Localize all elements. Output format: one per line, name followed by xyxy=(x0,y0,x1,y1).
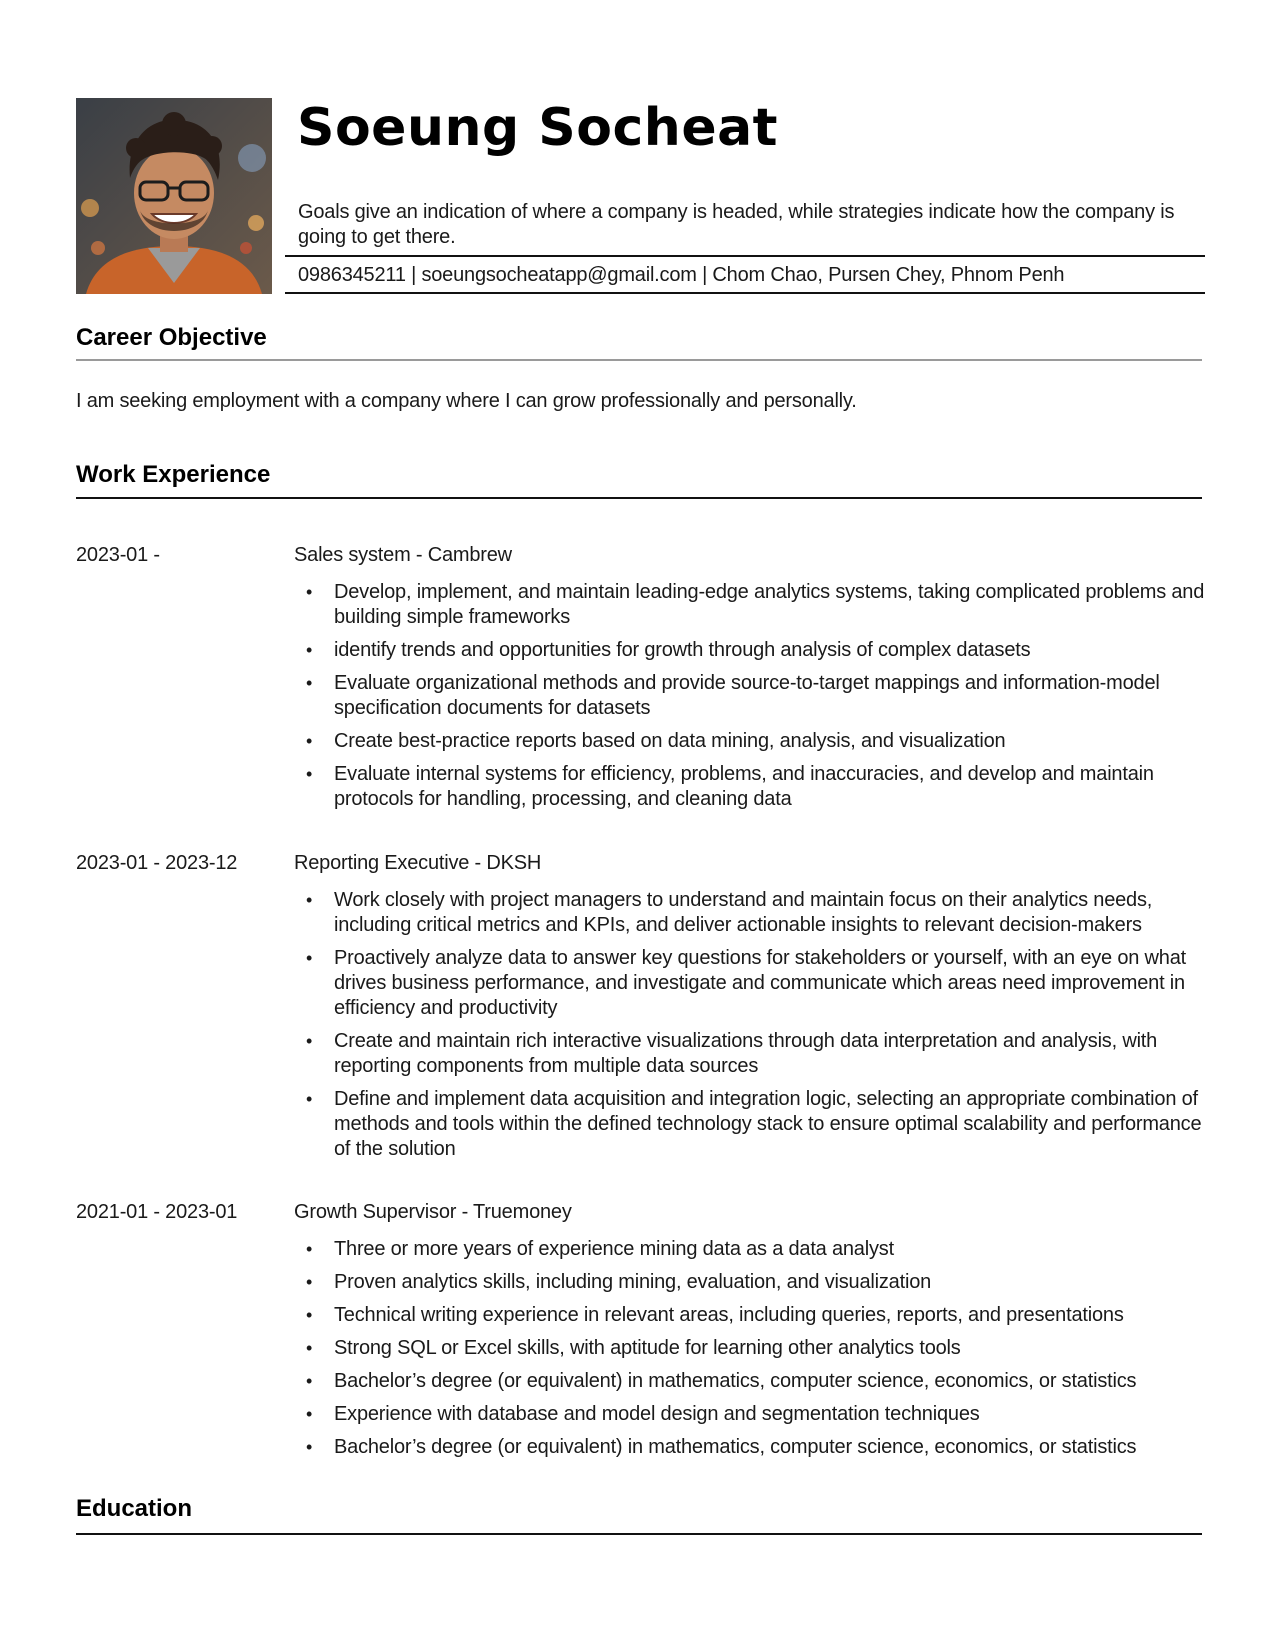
career-objective-text: I am seeking employment with a company where I can grow professionally and personally. xyxy=(76,390,857,412)
job-bullet: • Evaluate organizational methods and provide source-to-target mappings and information-model specification documents for datasets xyxy=(306,671,1206,721)
section-title-work-experience: Work Experience xyxy=(76,461,271,488)
job-bullet: • identify trends and opportunities for growth through analysis of complex datasets xyxy=(306,638,1206,663)
header-divider-top xyxy=(285,255,1205,257)
job-bullet-list xyxy=(306,888,1206,1170)
job-bullet: • Experience with database and model design and segmentation techniques xyxy=(306,1402,1206,1427)
job-date: 2021-01 - 2023-01 xyxy=(76,1201,238,1223)
job-bullet: • Technical writing experience in relevant areas, including queries, reports, and presentations xyxy=(306,1303,1206,1328)
job-bullet: • Work closely with project managers to understand and maintain focus on their analytics needs, including critical metrics and KPIs, and deliver actionable insights to relevant decision-makers xyxy=(306,888,1206,938)
profile-tagline: Goals give an indication of where a company is headed, while strategies indicate how the company is going to get there. xyxy=(298,201,1175,248)
profile-photo xyxy=(76,98,272,294)
contact-info: 0986345211 | soeungsocheatapp@gmail.com | Chom Chao, Pursen Chey, Phnom Penh xyxy=(298,264,1065,286)
portrait-image xyxy=(76,98,272,294)
job-bullet: • Strong SQL or Excel skills, with aptitude for learning other analytics tools xyxy=(306,1336,1206,1361)
job-date: 2023-01 - xyxy=(76,544,160,566)
job-title: Growth Supervisor - Truemoney xyxy=(294,1201,572,1223)
job-bullet: • Define and implement data acquisition and integration logic, selecting an appropriate combination of methods and tools within the defined technology stack to ensure optimal scalability and performance of the solution xyxy=(306,1087,1206,1162)
section-divider xyxy=(76,497,1202,499)
job-bullet: • Bachelor’s degree (or equivalent) in mathematics, computer science, economics, or statistics xyxy=(306,1369,1206,1394)
job-bullet: • Proactively analyze data to answer key questions for stakeholders or yourself, with an eye on what drives business performance, and investigate and communicate which areas need improvement in efficiency and productivity xyxy=(306,946,1206,1021)
section-title-education: Education xyxy=(76,1495,193,1522)
job-bullet: • Proven analytics skills, including mining, evaluation, and visualization xyxy=(306,1270,1206,1295)
job-bullet: • Create and maintain rich interactive visualizations through data interpretation and analysis, with reporting components from multiple data sources xyxy=(306,1029,1206,1079)
job-bullet: • Three or more years of experience mining data as a data analyst xyxy=(306,1237,1206,1262)
candidate-name: Soeung Socheat xyxy=(297,98,779,158)
job-bullet: • Develop, implement, and maintain leading-edge analytics systems, taking complicated problems and building simple frameworks xyxy=(306,580,1206,630)
section-title-career-objective: Career Objective xyxy=(76,324,267,351)
job-bullet: • Bachelor’s degree (or equivalent) in mathematics, computer science, economics, or statistics xyxy=(306,1435,1206,1460)
job-title: Sales system - Cambrew xyxy=(294,544,512,566)
job-date: 2023-01 - 2023-12 xyxy=(76,852,238,874)
job-bullet: • Evaluate internal systems for efficiency, problems, and inaccuracies, and develop and maintain protocols for handling, processing, and cleaning data xyxy=(306,762,1206,812)
job-title: Reporting Executive - DKSH xyxy=(294,852,542,874)
job-bullet-list xyxy=(306,580,1206,820)
header-divider-bottom xyxy=(285,292,1205,294)
section-divider xyxy=(76,359,1202,361)
job-bullet: • Create best-practice reports based on data mining, analysis, and visualization xyxy=(306,729,1206,754)
job-bullet-list xyxy=(306,1237,1206,1468)
section-divider xyxy=(76,1533,1202,1535)
